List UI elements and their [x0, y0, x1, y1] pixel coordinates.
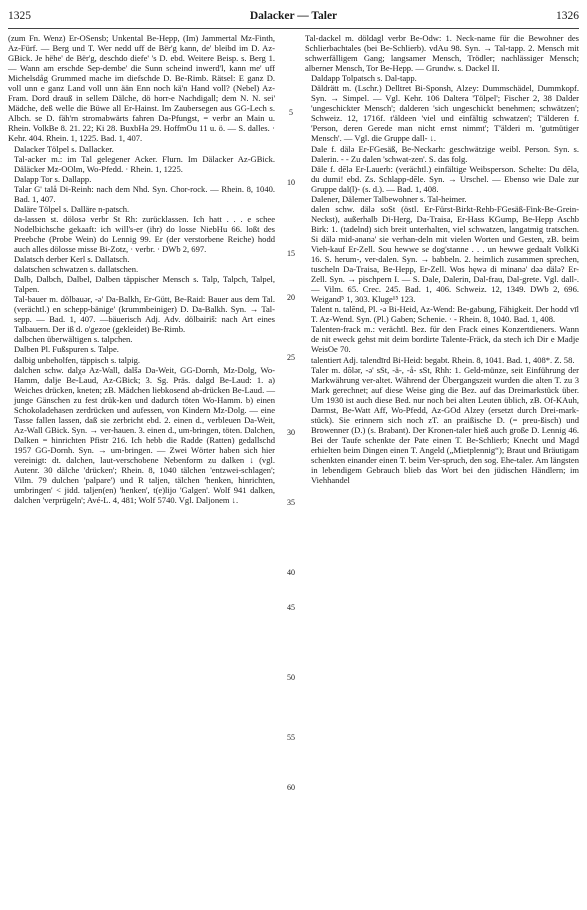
entry-4: Talar G' talå Di-Reinh: nach dem Nhd. Syn. Chor-rock. — Rhein. 8, 1040. Bad. 1, 407.	[14, 183, 275, 204]
entry-7: Talent n. talēnd, Pl. -ə Bi-Heid, Az-Wend: Be-gabung, Fähigkeit. Der hodd vīl T. Az-Wend. Syn. (Pl.) Gaben; Schenie. · - Rhein. 8, 1040. Bad. 1, 408.	[311, 304, 579, 325]
line-number: 55	[287, 733, 295, 742]
left-column-number: 1325	[8, 10, 31, 22]
entry-10: Taler m. dōlər, -ə' sSt, -ä-, -å- sSt, Rhh: 1. Geld-münze, seit Einführung der Markwährung ver-altet. Während der Übergangszeit wurden die alten T. zu 3 Mark gerechnet; auf diese Weise ging die Bez. auf das Dreimarkstück über. Um 1930 ist auch diese Bed. nur noch bei alten Leuten üblich, zB. Of-KAuh, Darmst, Be-Watt Aff, Wo-Pfedd, Az-GOd Alzey (ersetzt durch Drei-mark-stück). Sie erinnern sich noch zT. an praißische D. (= preu-ßisch) und Browenner (D.) (s. Brabant). Der Kronen-taler hieß auch große D. Lennig 46. Bei der Taufe schenkte der Pate einen T. Be-Schlierb; Knecht und Magd erhielten beim Dingen einen T. Angeld („Mietplennig“); Braut und Bräutigam schenkten einander einen T. beim Ver-spruch, den sog. Ehe-taler. Am längsten in lebendigem Gebrauch blieb das Wort bei den jüdischen Händlern; im Viehhandel	[311, 364, 579, 486]
page-header	[8, 10, 579, 26]
line-number: 30	[287, 428, 295, 437]
entry-0: (zum Fn. Wenz) Er-OSensb; Unkental Be-Hepp, (Im) Jammertal Mz-Finth, Az-Fürf. — Berg und T. Wer nedd uff de Bër'g kann, de' bleibd im D. Az-GBick. Je hëhe' de Bër'g, deschdo diefe' 's D. ebd. Weitere Beisp. s. Berg 1. — Wann am erschde Sep-dembe' die Sunn scheind inwerd'l, kann me' uff Michelsdåg Grummed mache im diefschde D. Be-Rimb. Rätsel: E ganz D. voll unn e ganz Land voll unn ään Enn noch kä'n Hand voll? (Nebel) Az-Fram. Dord drauß in sellem Dälche, dö horr-e Nachdigall; dem N. N. sei' Mädche, deß welle die Büwe all Er-Hainst. Im Zaubersegen aus GG-Lech s. Albch. se D. fäh'rn stromabwärts fahren Da-Pfungst, = verbr an Main u. Rhein. VolkBe 8. 21. 22; Ki 28. BuxbHa 29. HoffmOu 11 u. ö. — S. dalles. · Kehr. 404. Rhein. 1, 1225. Bad. 1, 407.	[8, 33, 275, 144]
line-number: 60	[287, 783, 295, 792]
line-number: 25	[287, 353, 295, 362]
entry-0: Tal-dackel m. döldagl verbr Be-Odw: 1. Neck-name für die Bewohner des Schlierbachtales (bei Be-Schlierb). vdAu 98. Syn. → Tal-tapp. 2. Mensch mit schwerfälligem Gang; langsamer Mensch, Trödler; nachlässiger Mensch; alberner Mensch, Tor Be-Hepp. — Grundw. s. Dackel II.	[305, 33, 579, 74]
line-number: 20	[287, 293, 295, 302]
entry-3: Dalapp Tor s. Dallapp.	[14, 173, 92, 184]
entry-5: Dalener, Dälemer Talbewohner s. Tal-heimer.	[311, 193, 467, 204]
entry-10: Tal-bauer m. dölbauər, -ə' Da-Balkh, Er-Gütt, Be-Raid: Bauer aus dem Tal. (verächtl.) en schepp-bänige' (krummbeiniger) D. Da-Balkh. Syn. → Tal-sepp. — Bad. 1, 407. —bäuerisch Adj. Adv. dölbairiš: nach Art eines Talbauern. Der iß d. o'gezoe (gekleidet) Be-Rimb.	[14, 294, 275, 335]
entry-2: Däldrätt m. (Lschr.) Delltret Bi-Sponsh, Alzey: Dummschädel, Dummkopf. Syn. → Simpel. — Vgl. Kehr. 106 Daltera 'Tölpel'; Fischer 2, 38 Dalder 'ungeschickter Mensch'; dalderen 'sich ungeschickt benehmen; schwätzen'; Schweiz. 12, 1716f. t'äldeen 'viel und einfältig schwatzen'; T'älderen f. 'Person, deren Gerede man nicht ernst nimmt'; T'älderi m. 'gutmütiger Mensch'. — Vgl. die Gruppe dall- ↓.	[311, 83, 579, 144]
line-number: 50	[287, 673, 295, 682]
line-number: 5	[289, 108, 293, 117]
entry-7: Dalatsch derber Kerl s. Dallatsch.	[14, 254, 130, 265]
entry-5: Daläre Tölpel s. Dalläre n-patsch.	[14, 203, 130, 214]
entry-2: Tal-acker m.: im Tal gelegener Acker. Flurn. Im Dälacker Az-GBick. Däläcker Mz-OOlm, Wo-Pfedd. · Rhein. 1, 1225.	[14, 153, 275, 174]
entry-6: dalen schw. dälə soSt (östl. Er-Fürst-Birkt-Rehb-FGesäß-Fink-Be-Grein-Neckst), außerhalb Di-Herg, Da-Traisa, Er-Hass KGump, Be-Hepp Aschb Birk: 1. (tadelnd) sich breit unterhalten, viel schwatzen, langatmig tratschen. Si dälə mid-ənanə' sie verhan-deln mit vielen Worten und Gesten, zB. beim Vieh-kauf Er-Zell. Sou hewwe se dog'stanne . . . un hewwe gedaalt VolkKi 16. S. herum-, ver-dalen. Syn. → babbeln. 2. heimlich zusammen sprechen, tuscheln Da-Traisa, Be-Hepp, Er-Zell. Wos hęwə di minanə' dəə dälə? Er-Zell. Syn. → pischpern I. — S. Dale, Dalerin, Dal-frau, Dal-grete. Vgl. dall-. — Vilm. 65. Crec. 245. Bad. 1, 406. Schweiz. 12, 1349. DWb 2, 696. Weigand⁵ 1, 303. Kluge¹⁵ 123.	[311, 203, 579, 305]
entry-3: Dale f. dälə Er-FGesäß, Be-Neckarh: geschwätzige weibl. Person. Syn. s. Dalerin. - - Zu dalen 'schwat-zen'. S. das folg.	[311, 143, 579, 164]
line-number-gutter	[282, 33, 300, 903]
entry-11: dalbchen überwältigen s. talpchen.	[14, 334, 133, 345]
entry-13: dalbig unbeholfen, täppisch s. talpig.	[14, 354, 141, 365]
running-title: Dalacker — Taler	[249, 10, 338, 22]
entry-12: Dalben Pl. Fußspuren s. Talpe.	[14, 344, 119, 355]
entry-1: Dalacker Tölpel s. Dallacker.	[14, 143, 114, 154]
header-rule	[8, 28, 579, 29]
line-number: 10	[287, 178, 295, 187]
line-number: 15	[287, 249, 295, 258]
line-number: 35	[287, 498, 295, 507]
entry-4: Däle f. dēlə Er-Lauerb: (verächtl.) einfältige Weibsperson. Schelte: Du dēlə, du dumi! ebd. Zs. Schlapp-dēle. Syn. → Urschel. — Ebenso wie Dale zur Gruppe dal(l)- (s. d.). — Bad. 1, 408.	[311, 163, 579, 194]
entry-9: Dalb, Dalbch, Dalbel, Dalben täppischer Mensch s. Talp, Talpch, Talpel, Talpen.	[14, 274, 275, 295]
entry-8: Talenten-frack m.: verächtl. Bez. für den Frack eines Konzertdieners. Wann de nit eweck gehst mit deim bordirte Talente-Fräck, da stech ich Dir e Madje WeisOe 70.	[311, 324, 579, 355]
entry-6: da-lassen st. dölosə verbr St Rh: zurücklassen. Ich hatt . . . e schee Nodelbichsche gekaaft: ich will's-er (ihr) do losse NiebHu 66. loßt des Preebche (Probe Wein) do Lennig 99. Er (der verstorbene Reiche) hodd auch alles dölosse misse Bi-Zotz, · verbr. · DWb 2, 697.	[14, 213, 275, 254]
line-number: 40	[287, 568, 295, 577]
right-column	[305, 33, 579, 485]
right-column-number: 1326	[556, 10, 579, 22]
entry-9: talentiert Adj. talendīrd Bi-Heid: begabt. Rhein. 8, 1041. Bad. 1, 408*. Z. 58.	[311, 354, 575, 365]
entry-1: Daldapp Tolpatsch s. Dal-tapp.	[311, 73, 417, 84]
left-column	[8, 33, 275, 505]
entry-14: dalchen schw. dalχə Az-Wall, dalšə Da-Weit, GG-Dornh, Mz-Dolg, Wo-Hamm, dalje Be-Laud, Az-GBick; 3. Sg. Präs. dalgd Be-Laud: 1. a) Weiches drücken, kneten; zB. Mädchen liebkosend ab-drücken Be-Laud. — junge Gänschen zu fest drük-ken und dadurch töten Wo-Hamm. b) einen Schokoladehasen zerdrücken und aufessen, von Kindern Mz-Dolg. — eine Tasse fallen lassen, daß sie zerbricht ebd. 2. einen d., verbleuen Da-Weit, Az-Wall GBick. Syn. → ver-hauen. 3. einen d., um-bringen, töten. Dalchen, Dalken = hinrichten Pfistr 216. Ich hebb die Radde (Ratten) gedallschd 1957 GG-Dornh. Syn. → um-bringen. — Zwei Wörter haben sich hier vereinigt: dt. dalchen, laut-verschobene Nebenform zu dalken ↓ (vgl. Autenr. 30 dälche 'drücken'; Rhein. 8, 1040 tälchen 'entzwei-schlagen'; Vilm. 79 dulchen 'palpare') und R taljen, tälchen 'henken, hinrichten, umbringen' < jidd. taljen(en) 'henken', t(e)lijo 'Galgen'. Wolf 941 dalken, dalchen 'verprügeln'; Avé-L. 4, 481; Wolf 5740. Vgl. Daljonem ↓.	[14, 364, 275, 506]
entry-8: dalatschen schwatzen s. dallatschen.	[14, 264, 139, 275]
line-number: 45	[287, 603, 295, 612]
